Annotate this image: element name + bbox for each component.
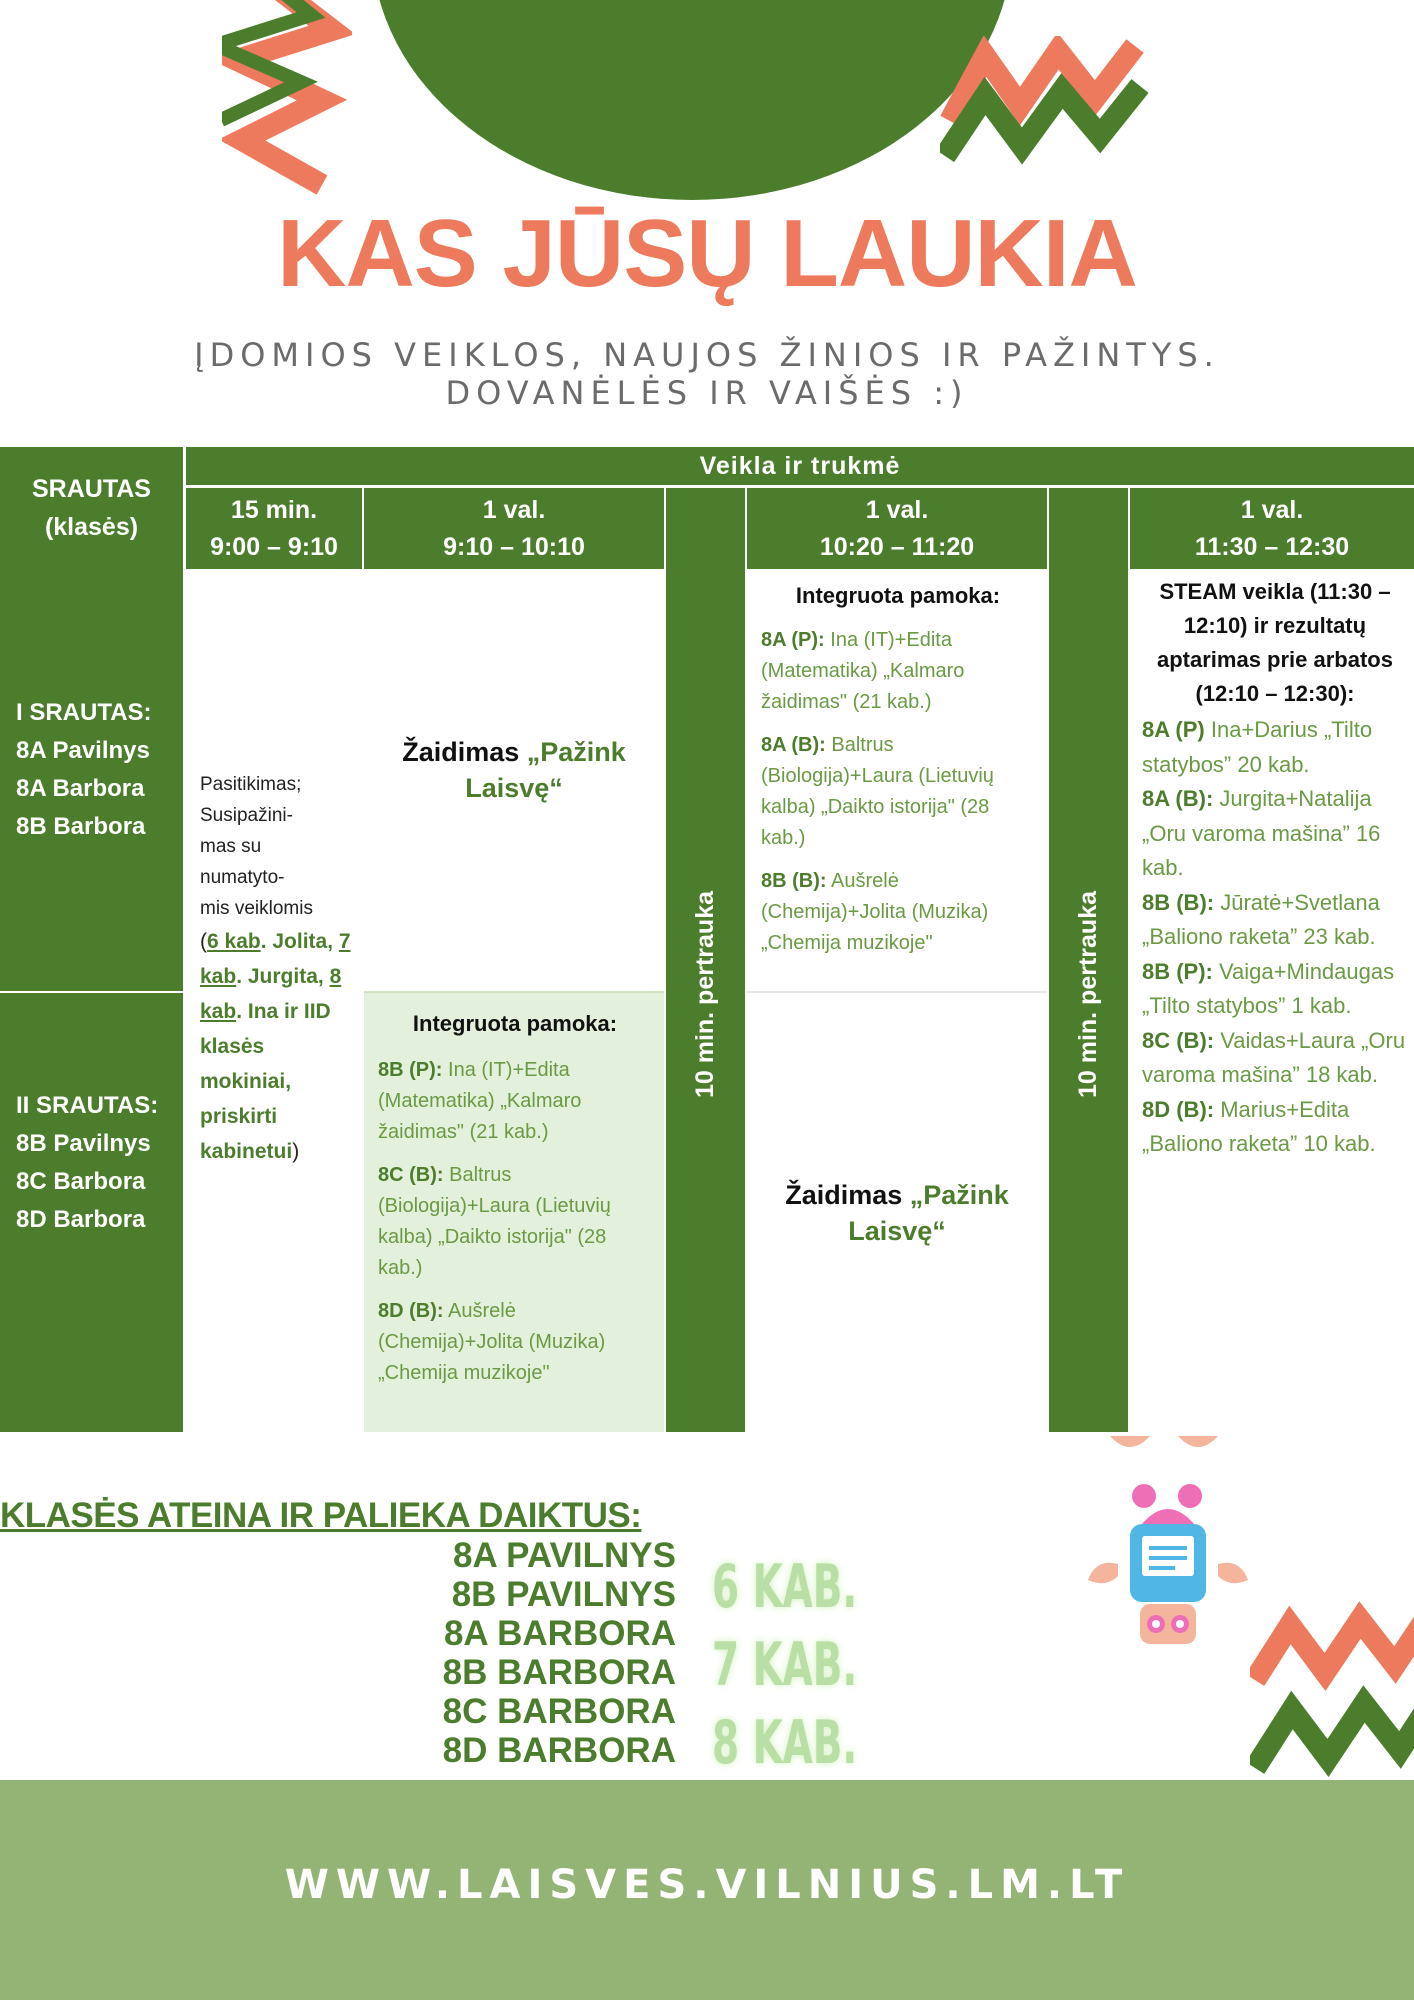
class-tag: 8D (B): <box>378 1300 444 1322</box>
class-tag: 8A (B): <box>1142 786 1214 811</box>
class-tag: 8D (B): <box>1142 1096 1215 1122</box>
steam-text: Vaiga+Mindaugas „Tilto statybos” 1 kab. <box>1142 958 1395 1018</box>
integrated-lesson-title: Integruota pamoka: <box>412 1011 618 1036</box>
intro-text: mis veiklomis <box>200 898 313 919</box>
stream-title: I SRAUTAS: <box>16 699 152 726</box>
stream-title: II SRAUTAS: <box>16 1091 159 1119</box>
column-duration: 15 min. <box>230 495 318 524</box>
column-duration: 1 val. <box>865 495 929 524</box>
stream-class: 8A Barbora <box>16 775 145 802</box>
room-person: . Jolita, <box>260 930 334 953</box>
stream-class: 8C Barbora <box>16 1167 146 1195</box>
game-name: „Pažink Laisvę“ <box>848 1179 1009 1246</box>
time-column-header <box>364 488 664 569</box>
class-tag: 8B (P): <box>378 1059 443 1081</box>
class-tag: 8B (B): <box>1142 889 1215 915</box>
page-title: KAS JŪSŲ LAUKIA <box>277 200 1137 307</box>
room-link: 6 kab <box>207 930 261 953</box>
steam-entry <box>1142 886 1408 955</box>
stream-class: 8D Barbora <box>16 1205 146 1233</box>
subtitle-line: ĮDOMIOS VEIKLOS, NAUJOS ŽINIOS IR PAŽINTYS. <box>194 336 1220 374</box>
column-time: 9:10 – 10:10 <box>443 532 585 561</box>
lesson-entry <box>761 730 1035 854</box>
column-time: 10:20 – 11:20 <box>819 532 975 561</box>
lesson-entry <box>378 1296 652 1389</box>
integrated-lesson-cell <box>747 569 1047 991</box>
class-tag: 8A (P) <box>1142 717 1205 742</box>
stream-class: 8B Barbora <box>16 813 146 840</box>
robot-illustration <box>1060 1432 1280 1672</box>
stream-class: 8B Pavilnys <box>16 1129 151 1157</box>
arrivals-heading: KLASĖS ATEINA IR PALIEKA DAIKTUS: <box>0 1496 642 1535</box>
column-time: 9:00 – 9:10 <box>210 532 338 561</box>
steam-title: STEAM veikla (11:30 – 12:10) ir rezultatų aptarimas prie arbatos (12:10 – 12:30): <box>1157 579 1393 706</box>
time-column-header <box>747 488 1047 569</box>
activity-header-label: Veikla ir trukmė <box>699 451 901 480</box>
room-link: 8 kab <box>200 965 342 1023</box>
subtitle-line: DOVANĖLĖS IR VAIŠĖS :) <box>445 374 969 412</box>
lesson-text: Aušrelė (Chemija)+Jolita (Muzika) „Chemija muzikoje" <box>378 1300 606 1384</box>
time-column-header <box>186 488 362 569</box>
activity-header <box>186 447 1414 485</box>
game-cell <box>747 993 1047 1432</box>
website-link[interactable]: WWW.LAISVES.VILNIUS.LM.LT <box>284 1862 1130 1908</box>
class-tag: 8A (P): <box>761 629 825 651</box>
room-label: 6 KAB. <box>712 1552 858 1622</box>
steam-cell <box>1130 569 1414 1432</box>
steam-entry <box>1142 955 1408 1024</box>
arrivals-class-list <box>443 1536 676 1770</box>
class-tag: 8B (B): <box>761 870 827 892</box>
steam-entry <box>1142 1024 1408 1093</box>
break-label: 10 min. pertrauka <box>691 891 719 1099</box>
corner-sublabel: (klasės) <box>44 513 139 541</box>
game-cell <box>364 569 664 991</box>
intro-cell <box>186 569 362 1432</box>
zigzag-decoration-bottom <box>1250 1600 1414 1780</box>
stream-cell-2 <box>0 993 183 1432</box>
column-time: 11:30 – 12:30 <box>1194 532 1350 561</box>
arrival-class: 8B PAVILNYS <box>451 1575 676 1614</box>
intro-text: mas su <box>200 836 262 857</box>
intro-text: ( <box>200 930 207 953</box>
lesson-entry <box>761 866 1035 959</box>
room-person: . Ina ir IID klasės mokiniai, priskirti kabinetui <box>200 1000 331 1163</box>
steam-text: Jurgita+Natalija „Oru varoma mašina” 16 kab. <box>1142 786 1381 880</box>
zigzag-decoration-left <box>222 0 352 200</box>
class-tag: 8C (B): <box>378 1164 444 1186</box>
steam-entry <box>1142 1093 1408 1162</box>
stream-cell-1 <box>0 569 183 991</box>
class-tag: 8C (B): <box>1142 1027 1215 1053</box>
break-column <box>666 488 745 1432</box>
lesson-text: Ina (IT)+Edita (Matematika) „Kalmaro žaidimas" (21 kab.) <box>378 1059 582 1143</box>
corner-label: SRAUTAS <box>32 475 151 503</box>
time-column-header <box>1130 488 1414 569</box>
row-divider <box>747 991 1047 993</box>
schedule-table <box>0 447 1414 1432</box>
lesson-text: Aušrelė (Chemija)+Jolita (Muzika) „Chemija muzikoje" <box>761 870 989 954</box>
arrival-class: 8A BARBORA <box>443 1614 676 1653</box>
row-divider <box>364 991 664 993</box>
lesson-entry <box>378 1055 652 1148</box>
lesson-text: Baltrus (Biologija)+Laura (Lietuvių kalba) „Daikto istorija" (28 kab.) <box>378 1164 611 1279</box>
steam-text: Marius+Edita „Baliono raketa” 10 kab. <box>1142 1096 1376 1156</box>
integrated-lesson-title: Integruota pamoka: <box>795 583 1001 608</box>
class-tag: 8A (B): <box>761 734 826 756</box>
decorative-circle <box>372 0 1012 200</box>
game-name: „Pažink Laisvę“ <box>465 737 626 803</box>
column-duration: 1 val. <box>482 495 546 524</box>
stream-column-header <box>0 447 183 569</box>
arrival-class: 8B BARBORA <box>442 1653 676 1692</box>
arrival-rooms <box>712 1548 914 1782</box>
lesson-text: Ina (IT)+Edita (Matematika) „Kalmaro žaidimas" (21 kab.) <box>761 629 965 713</box>
arrival-class: 8D BARBORA <box>442 1731 676 1770</box>
lesson-text: Baltrus (Biologija)+Laura (Lietuvių kalba) „Daikto istorija" (28 kab.) <box>761 734 994 849</box>
column-duration: 1 val. <box>1240 495 1304 524</box>
game-label: Žaidimas <box>402 737 527 767</box>
intro-text: Pasitikimas; <box>200 774 302 795</box>
steam-text: Vaidas+Laura „Oru varoma mašina” 18 kab. <box>1142 1027 1406 1087</box>
class-tag: 8B (P): <box>1142 958 1213 984</box>
steam-text: Ina+Darius „Tilto statybos” 20 kab. <box>1142 717 1373 777</box>
page-subtitle <box>0 336 1414 412</box>
game-label: Žaidimas <box>785 1179 910 1210</box>
stream-class: 8A Pavilnys <box>16 737 150 764</box>
arrival-class: 8A PAVILNYS <box>452 1536 676 1575</box>
steam-text: Jūratė+Svetlana „Baliono raketa” 23 kab. <box>1142 889 1380 949</box>
integrated-lesson-cell <box>364 993 664 1432</box>
intro-text: numatyto- <box>200 867 285 888</box>
room-label: 8 KAB. <box>712 1708 858 1778</box>
lesson-entry <box>761 625 1035 718</box>
arrival-class: 8C BARBORA <box>442 1692 676 1731</box>
room-label: 7 KAB. <box>712 1630 858 1700</box>
steam-entry <box>1142 782 1408 886</box>
steam-entry <box>1142 713 1408 782</box>
room-link: 7 kab <box>200 930 351 988</box>
break-label: 10 min. pertrauka <box>1074 891 1102 1099</box>
break-column <box>1049 488 1128 1432</box>
intro-text: Susipažini- <box>200 805 293 826</box>
intro-text: ) <box>292 1140 300 1163</box>
lesson-entry <box>378 1160 652 1284</box>
zigzag-decoration-right <box>940 36 1150 171</box>
room-person: . Jurgita, <box>236 965 324 988</box>
